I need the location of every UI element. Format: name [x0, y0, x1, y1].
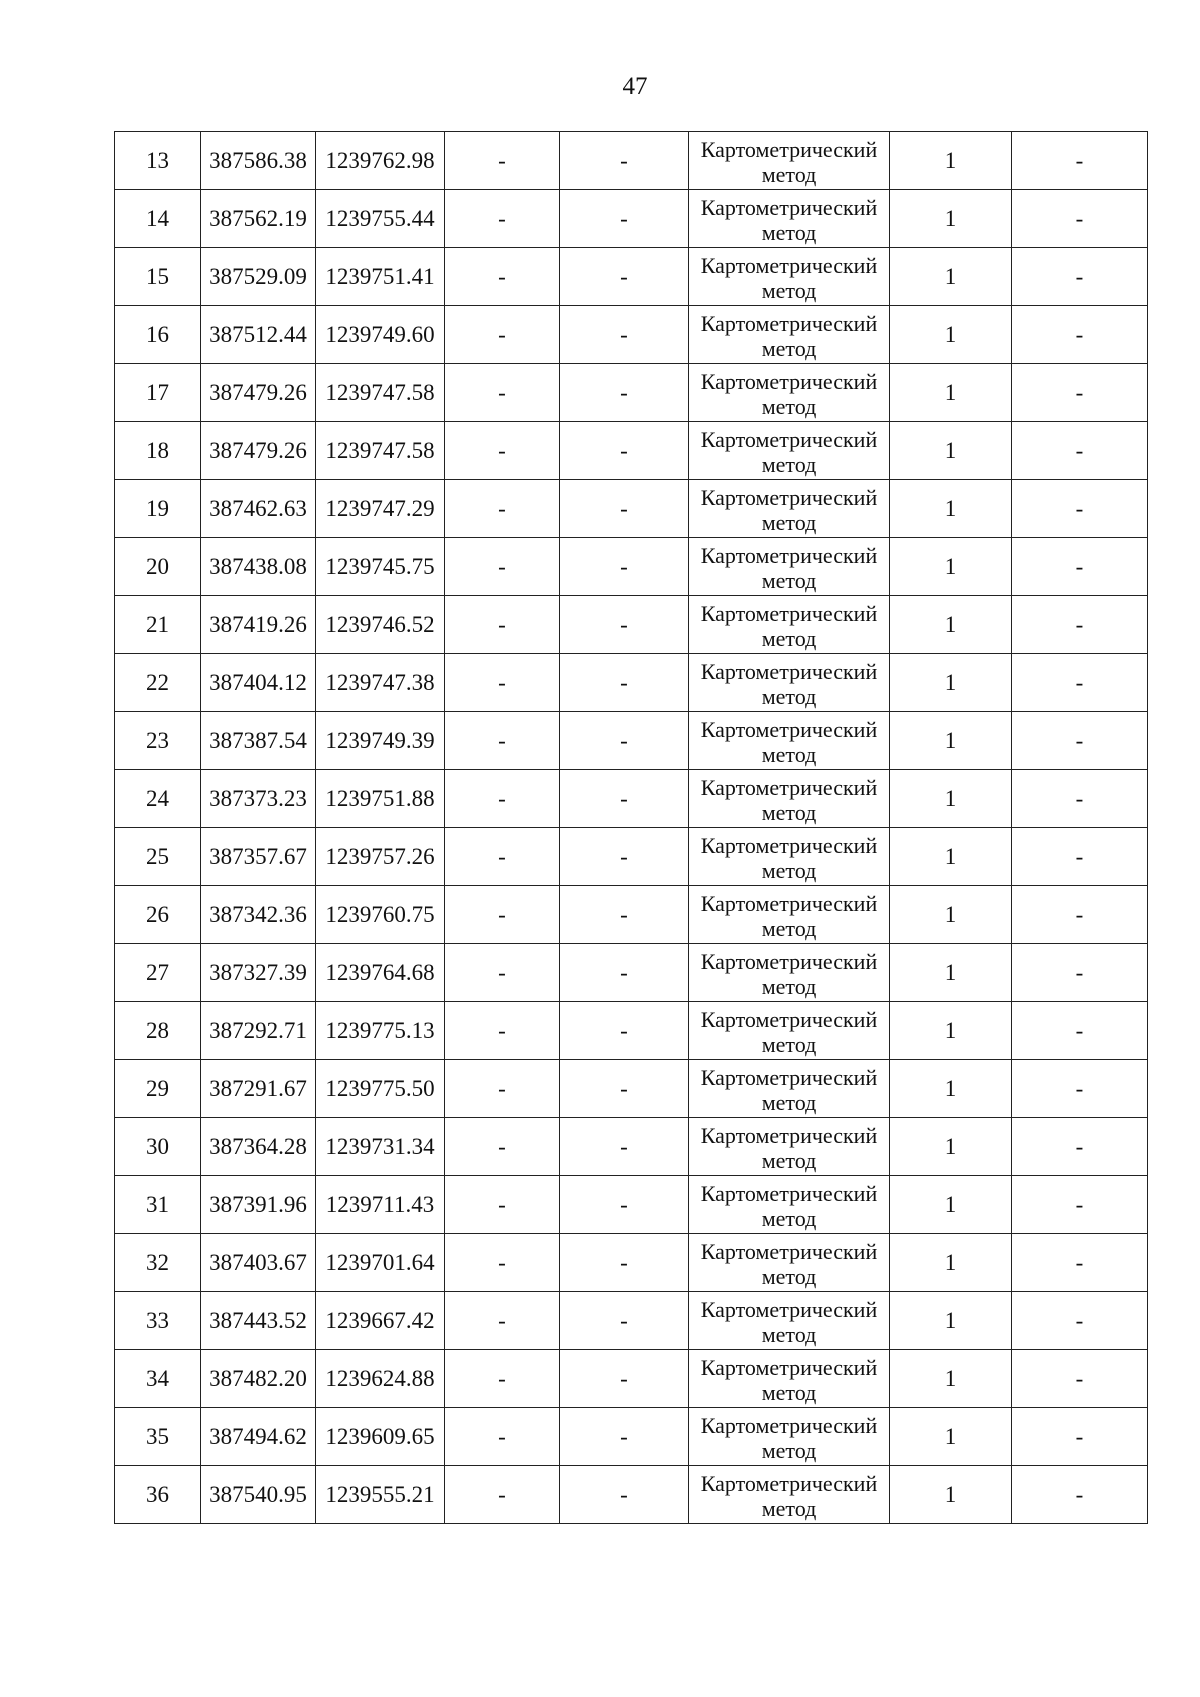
column-8-cell: - [1012, 132, 1148, 190]
y-coordinate-cell: 1239749.60 [316, 306, 445, 364]
point-number-cell: 13 [115, 132, 201, 190]
precision-cell: 1 [890, 712, 1012, 770]
column-8-cell: - [1012, 480, 1148, 538]
method-cell [689, 480, 890, 538]
column-8-cell: - [1012, 1408, 1148, 1466]
precision-cell: 1 [890, 944, 1012, 1002]
method-line-2: метод [761, 1437, 817, 1463]
table-row [115, 1060, 1148, 1118]
x-coordinate-cell: 387529.09 [201, 248, 316, 306]
table-row [115, 306, 1148, 364]
point-number-cell: 18 [115, 422, 201, 480]
method-cell [689, 944, 890, 1002]
y-coordinate-cell: 1239609.65 [316, 1408, 445, 1466]
column-5-cell: - [560, 1350, 689, 1408]
point-number-cell: 27 [115, 944, 201, 1002]
method-cell [689, 712, 890, 770]
method-line-1: Картометрический [700, 890, 878, 916]
x-coordinate-cell: 387373.23 [201, 770, 316, 828]
method-line-1: Картометрический [700, 658, 878, 684]
x-coordinate-cell: 387540.95 [201, 1466, 316, 1524]
column-8-cell: - [1012, 1176, 1148, 1234]
table-row [115, 1118, 1148, 1176]
column-4-cell: - [445, 1002, 560, 1060]
column-5-cell: - [560, 1002, 689, 1060]
column-4-cell: - [445, 190, 560, 248]
method-cell [689, 1466, 890, 1524]
method-line-1: Картометрический [700, 136, 878, 162]
column-5-cell: - [560, 190, 689, 248]
method-line-1: Картометрический [700, 1238, 878, 1264]
column-8-cell: - [1012, 364, 1148, 422]
method-line-1: Картометрический [700, 1412, 878, 1438]
table-row [115, 886, 1148, 944]
table-row [115, 364, 1148, 422]
column-5-cell: - [560, 132, 689, 190]
method-line-2: метод [761, 1495, 817, 1521]
column-5-cell: - [560, 712, 689, 770]
method-cell [689, 422, 890, 480]
precision-cell: 1 [890, 828, 1012, 886]
method-line-1: Картометрический [700, 600, 878, 626]
table-row [115, 1466, 1148, 1524]
x-coordinate-cell: 387292.71 [201, 1002, 316, 1060]
method-line-1: Картометрический [700, 542, 878, 568]
column-8-cell: - [1012, 248, 1148, 306]
y-coordinate-cell: 1239755.44 [316, 190, 445, 248]
precision-cell: 1 [890, 480, 1012, 538]
point-number-cell: 14 [115, 190, 201, 248]
x-coordinate-cell: 387479.26 [201, 364, 316, 422]
y-coordinate-cell: 1239760.75 [316, 886, 445, 944]
method-line-2: метод [761, 393, 817, 419]
column-8-cell: - [1012, 596, 1148, 654]
point-number-cell: 20 [115, 538, 201, 596]
y-coordinate-cell: 1239757.26 [316, 828, 445, 886]
x-coordinate-cell: 387403.67 [201, 1234, 316, 1292]
x-coordinate-cell: 387364.28 [201, 1118, 316, 1176]
column-8-cell: - [1012, 770, 1148, 828]
column-8-cell: - [1012, 712, 1148, 770]
method-line-2: метод [761, 973, 817, 999]
y-coordinate-cell: 1239749.39 [316, 712, 445, 770]
point-number-cell: 31 [115, 1176, 201, 1234]
precision-cell: 1 [890, 1118, 1012, 1176]
table-row [115, 1002, 1148, 1060]
x-coordinate-cell: 387443.52 [201, 1292, 316, 1350]
column-8-cell: - [1012, 944, 1148, 1002]
method-line-1: Картометрический [700, 1006, 878, 1032]
method-line-2: метод [761, 1031, 817, 1057]
point-number-cell: 30 [115, 1118, 201, 1176]
method-line-1: Картометрический [700, 194, 878, 220]
point-number-cell: 26 [115, 886, 201, 944]
column-4-cell: - [445, 596, 560, 654]
method-line-2: метод [761, 683, 817, 709]
precision-cell: 1 [890, 1408, 1012, 1466]
table-row [115, 248, 1148, 306]
column-4-cell: - [445, 944, 560, 1002]
point-number-cell: 21 [115, 596, 201, 654]
point-number-cell: 35 [115, 1408, 201, 1466]
column-5-cell: - [560, 1408, 689, 1466]
precision-cell: 1 [890, 364, 1012, 422]
column-4-cell: - [445, 886, 560, 944]
method-line-2: метод [761, 1263, 817, 1289]
precision-cell: 1 [890, 770, 1012, 828]
column-5-cell: - [560, 1466, 689, 1524]
precision-cell: 1 [890, 596, 1012, 654]
method-line-2: метод [761, 335, 817, 361]
column-8-cell: - [1012, 654, 1148, 712]
method-cell [689, 1408, 890, 1466]
precision-cell: 1 [890, 306, 1012, 364]
precision-cell: 1 [890, 1060, 1012, 1118]
point-number-cell: 28 [115, 1002, 201, 1060]
method-line-1: Картометрический [700, 1064, 878, 1090]
method-cell [689, 886, 890, 944]
table-row [115, 944, 1148, 1002]
precision-cell: 1 [890, 538, 1012, 596]
column-4-cell: - [445, 480, 560, 538]
method-line-2: метод [761, 915, 817, 941]
point-number-cell: 23 [115, 712, 201, 770]
method-cell [689, 306, 890, 364]
column-8-cell: - [1012, 886, 1148, 944]
method-line-1: Картометрический [700, 1180, 878, 1206]
column-8-cell: - [1012, 538, 1148, 596]
x-coordinate-cell: 387327.39 [201, 944, 316, 1002]
method-line-2: метод [761, 1205, 817, 1231]
column-5-cell: - [560, 596, 689, 654]
y-coordinate-cell: 1239775.50 [316, 1060, 445, 1118]
method-line-2: метод [761, 219, 817, 245]
x-coordinate-cell: 387562.19 [201, 190, 316, 248]
column-5-cell: - [560, 1292, 689, 1350]
column-5-cell: - [560, 422, 689, 480]
y-coordinate-cell: 1239747.58 [316, 364, 445, 422]
point-number-cell: 22 [115, 654, 201, 712]
method-line-2: метод [761, 1147, 817, 1173]
method-line-1: Картометрический [700, 774, 878, 800]
method-line-2: метод [761, 625, 817, 651]
column-8-cell: - [1012, 1060, 1148, 1118]
table-row [115, 480, 1148, 538]
table-row [115, 654, 1148, 712]
column-8-cell: - [1012, 1118, 1148, 1176]
point-number-cell: 17 [115, 364, 201, 422]
page-number: 47 [622, 73, 648, 100]
table-row [115, 1234, 1148, 1292]
column-8-cell: - [1012, 1002, 1148, 1060]
method-line-1: Картометрический [700, 426, 878, 452]
column-4-cell: - [445, 1060, 560, 1118]
precision-cell: 1 [890, 1002, 1012, 1060]
method-line-2: метод [761, 509, 817, 535]
x-coordinate-cell: 387494.62 [201, 1408, 316, 1466]
method-cell [689, 248, 890, 306]
x-coordinate-cell: 387391.96 [201, 1176, 316, 1234]
x-coordinate-cell: 387462.63 [201, 480, 316, 538]
method-line-2: метод [761, 1379, 817, 1405]
table-body [115, 132, 1148, 1524]
table-row [115, 1350, 1148, 1408]
column-5-cell: - [560, 1176, 689, 1234]
column-4-cell: - [445, 828, 560, 886]
point-number-cell: 29 [115, 1060, 201, 1118]
column-4-cell: - [445, 654, 560, 712]
x-coordinate-cell: 387357.67 [201, 828, 316, 886]
method-cell [689, 538, 890, 596]
column-4-cell: - [445, 1408, 560, 1466]
x-coordinate-cell: 387404.12 [201, 654, 316, 712]
x-coordinate-cell: 387342.36 [201, 886, 316, 944]
column-4-cell: - [445, 538, 560, 596]
table-row [115, 132, 1148, 190]
method-cell [689, 1350, 890, 1408]
column-5-cell: - [560, 770, 689, 828]
precision-cell: 1 [890, 1234, 1012, 1292]
x-coordinate-cell: 387586.38 [201, 132, 316, 190]
table-row [115, 828, 1148, 886]
point-number-cell: 33 [115, 1292, 201, 1350]
column-4-cell: - [445, 1234, 560, 1292]
column-4-cell: - [445, 1466, 560, 1524]
x-coordinate-cell: 387512.44 [201, 306, 316, 364]
y-coordinate-cell: 1239747.58 [316, 422, 445, 480]
y-coordinate-cell: 1239555.21 [316, 1466, 445, 1524]
method-cell [689, 1118, 890, 1176]
table-row [115, 1176, 1148, 1234]
precision-cell: 1 [890, 1176, 1012, 1234]
precision-cell: 1 [890, 1292, 1012, 1350]
method-line-1: Картометрический [700, 716, 878, 742]
column-5-cell: - [560, 654, 689, 712]
column-5-cell: - [560, 1060, 689, 1118]
method-line-2: метод [761, 857, 817, 883]
y-coordinate-cell: 1239747.38 [316, 654, 445, 712]
precision-cell: 1 [890, 190, 1012, 248]
precision-cell: 1 [890, 132, 1012, 190]
table-row [115, 1292, 1148, 1350]
point-number-cell: 19 [115, 480, 201, 538]
column-4-cell: - [445, 248, 560, 306]
point-number-cell: 25 [115, 828, 201, 886]
y-coordinate-cell: 1239764.68 [316, 944, 445, 1002]
method-cell [689, 1234, 890, 1292]
column-5-cell: - [560, 1118, 689, 1176]
y-coordinate-cell: 1239667.42 [316, 1292, 445, 1350]
x-coordinate-cell: 387482.20 [201, 1350, 316, 1408]
method-line-2: метод [761, 567, 817, 593]
y-coordinate-cell: 1239746.52 [316, 596, 445, 654]
point-number-cell: 16 [115, 306, 201, 364]
table-row [115, 422, 1148, 480]
method-cell [689, 1002, 890, 1060]
x-coordinate-cell: 387438.08 [201, 538, 316, 596]
point-number-cell: 34 [115, 1350, 201, 1408]
precision-cell: 1 [890, 248, 1012, 306]
x-coordinate-cell: 387419.26 [201, 596, 316, 654]
method-line-1: Картометрический [700, 484, 878, 510]
point-number-cell: 24 [115, 770, 201, 828]
table-row [115, 1408, 1148, 1466]
column-5-cell: - [560, 306, 689, 364]
y-coordinate-cell: 1239775.13 [316, 1002, 445, 1060]
method-line-1: Картометрический [700, 1354, 878, 1380]
precision-cell: 1 [890, 422, 1012, 480]
point-number-cell: 15 [115, 248, 201, 306]
method-line-2: метод [761, 741, 817, 767]
column-5-cell: - [560, 886, 689, 944]
column-4-cell: - [445, 306, 560, 364]
table-row [115, 596, 1148, 654]
column-8-cell: - [1012, 190, 1148, 248]
precision-cell: 1 [890, 886, 1012, 944]
table-row [115, 770, 1148, 828]
column-5-cell: - [560, 248, 689, 306]
x-coordinate-cell: 387291.67 [201, 1060, 316, 1118]
method-cell [689, 1292, 890, 1350]
column-4-cell: - [445, 1118, 560, 1176]
column-8-cell: - [1012, 422, 1148, 480]
y-coordinate-cell: 1239751.41 [316, 248, 445, 306]
column-5-cell: - [560, 364, 689, 422]
method-line-1: Картометрический [700, 310, 878, 336]
method-cell [689, 1060, 890, 1118]
method-line-2: метод [761, 1321, 817, 1347]
column-4-cell: - [445, 422, 560, 480]
method-line-1: Картометрический [700, 252, 878, 278]
point-number-cell: 36 [115, 1466, 201, 1524]
y-coordinate-cell: 1239731.34 [316, 1118, 445, 1176]
method-line-1: Картометрический [700, 1296, 878, 1322]
y-coordinate-cell: 1239711.43 [316, 1176, 445, 1234]
point-number-cell: 32 [115, 1234, 201, 1292]
column-8-cell: - [1012, 1350, 1148, 1408]
table-row [115, 712, 1148, 770]
column-4-cell: - [445, 770, 560, 828]
x-coordinate-cell: 387479.26 [201, 422, 316, 480]
precision-cell: 1 [890, 654, 1012, 712]
method-cell [689, 132, 890, 190]
method-line-1: Картометрический [700, 948, 878, 974]
y-coordinate-cell: 1239624.88 [316, 1350, 445, 1408]
precision-cell: 1 [890, 1466, 1012, 1524]
column-4-cell: - [445, 1176, 560, 1234]
y-coordinate-cell: 1239762.98 [316, 132, 445, 190]
column-5-cell: - [560, 480, 689, 538]
method-cell [689, 828, 890, 886]
method-cell [689, 596, 890, 654]
y-coordinate-cell: 1239745.75 [316, 538, 445, 596]
method-line-2: метод [761, 277, 817, 303]
method-line-2: метод [761, 161, 817, 187]
column-4-cell: - [445, 1350, 560, 1408]
y-coordinate-cell: 1239701.64 [316, 1234, 445, 1292]
coordinates-table [114, 131, 1148, 1524]
method-cell [689, 364, 890, 422]
column-5-cell: - [560, 944, 689, 1002]
precision-cell: 1 [890, 1350, 1012, 1408]
y-coordinate-cell: 1239747.29 [316, 480, 445, 538]
column-5-cell: - [560, 828, 689, 886]
method-cell [689, 654, 890, 712]
method-line-2: метод [761, 1089, 817, 1115]
column-8-cell: - [1012, 828, 1148, 886]
method-line-2: метод [761, 451, 817, 477]
column-5-cell: - [560, 1234, 689, 1292]
table-row [115, 538, 1148, 596]
x-coordinate-cell: 387387.54 [201, 712, 316, 770]
column-4-cell: - [445, 712, 560, 770]
column-4-cell: - [445, 1292, 560, 1350]
method-cell [689, 770, 890, 828]
method-line-1: Картометрический [700, 1470, 878, 1496]
method-cell [689, 190, 890, 248]
column-4-cell: - [445, 132, 560, 190]
column-8-cell: - [1012, 1292, 1148, 1350]
column-8-cell: - [1012, 306, 1148, 364]
column-8-cell: - [1012, 1466, 1148, 1524]
method-line-1: Картометрический [700, 832, 878, 858]
table-row [115, 190, 1148, 248]
column-4-cell: - [445, 364, 560, 422]
method-line-2: метод [761, 799, 817, 825]
column-5-cell: - [560, 538, 689, 596]
method-line-1: Картометрический [700, 1122, 878, 1148]
column-8-cell: - [1012, 1234, 1148, 1292]
y-coordinate-cell: 1239751.88 [316, 770, 445, 828]
method-line-1: Картометрический [700, 368, 878, 394]
method-cell [689, 1176, 890, 1234]
